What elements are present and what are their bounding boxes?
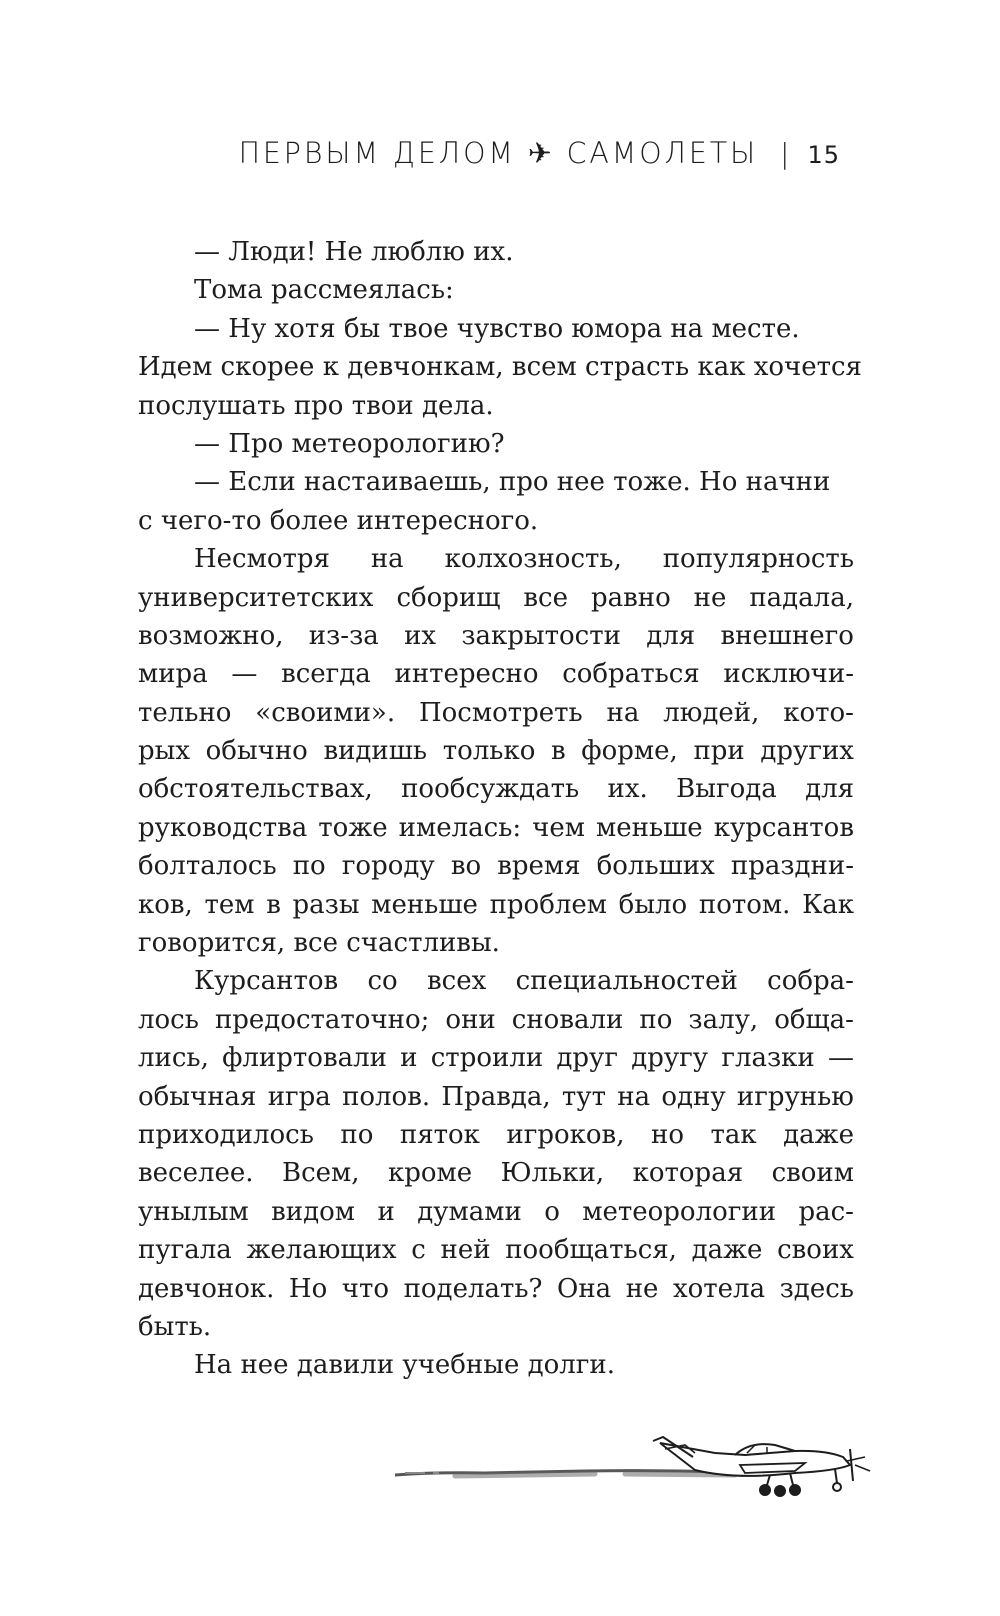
text-line: обстоятельствах, пообсуждать их. Выгода для bbox=[138, 774, 854, 805]
text-line: Курсантов со всех специальностей собра- bbox=[194, 966, 854, 997]
text-line: университетских сборищ все равно не падала, bbox=[138, 582, 854, 613]
text-line: болталось по городу во время больших праздни- bbox=[138, 851, 854, 882]
text-line: Идем скорее к девчонкам, всем страсть как хочется bbox=[138, 352, 862, 383]
text-line: веселее. Всем, кроме Юльки, которая своим bbox=[138, 1158, 854, 1189]
text-line: мира — всегда интересно собраться исключи- bbox=[138, 659, 854, 690]
text-line: Тома рассмеялась: bbox=[194, 275, 454, 306]
text-line: обычная игра полов. Правда, тут на одну игрунью bbox=[138, 1081, 854, 1112]
airplane-icon bbox=[395, 1435, 885, 1515]
text-line: Несмотря на колхозность, популярность bbox=[194, 544, 854, 575]
running-title: ПЕРВЫМ ДЕЛОМ ✈ САМОЛЕТЫ bbox=[238, 136, 759, 170]
text-line: тельно «своими». Посмотреть на людей, кото- bbox=[138, 697, 854, 728]
text-line: унылым видом и думами о метеорологии рас- bbox=[138, 1196, 854, 1227]
text-line: пугала желающих с ней пообщаться, даже своих bbox=[138, 1235, 854, 1266]
text-line: послушать про твои дела. bbox=[138, 390, 494, 421]
text-line: быть. bbox=[138, 1311, 212, 1342]
text-line: руководства тоже имелась: чем меньше курсантов bbox=[138, 812, 854, 843]
running-header bbox=[228, 136, 840, 170]
text-line: — Люди! Не люблю их. bbox=[194, 237, 514, 267]
text-line: лось предостаточно; они сновали по залу, обща- bbox=[138, 1004, 854, 1035]
page-number: 15 bbox=[807, 141, 840, 169]
airplane-illustration bbox=[395, 1435, 885, 1515]
text-line: — Про метеорологию? bbox=[194, 428, 505, 459]
header-separator: | bbox=[780, 137, 790, 170]
text-line: ков, тем в разы меньше проблем было потом. Как bbox=[138, 889, 854, 920]
text-line: возможно, из-за их закрытости для внешнего bbox=[138, 620, 854, 651]
text-line: говорится, все счастливы. bbox=[138, 928, 500, 959]
text-line: приходилось по пяток игроков, но так даже bbox=[138, 1119, 854, 1150]
text-line: лись, флиртовали и строили друг другу глазки — bbox=[138, 1043, 854, 1074]
text-line: — Если настаиваешь, про нее тоже. Но начни bbox=[194, 467, 831, 498]
body-text bbox=[138, 233, 862, 1385]
text-line: девчонок. Но что поделать? Она не хотела здесь bbox=[138, 1273, 854, 1304]
text-line: — Ну хотя бы твое чувство юмора на месте. bbox=[194, 313, 800, 344]
text-line: На нее давили учебные долги. bbox=[194, 1350, 615, 1381]
text-line: рых обычно видишь только в форме, при других bbox=[138, 736, 854, 767]
text-line: с чего-то более интересного. bbox=[138, 505, 539, 536]
